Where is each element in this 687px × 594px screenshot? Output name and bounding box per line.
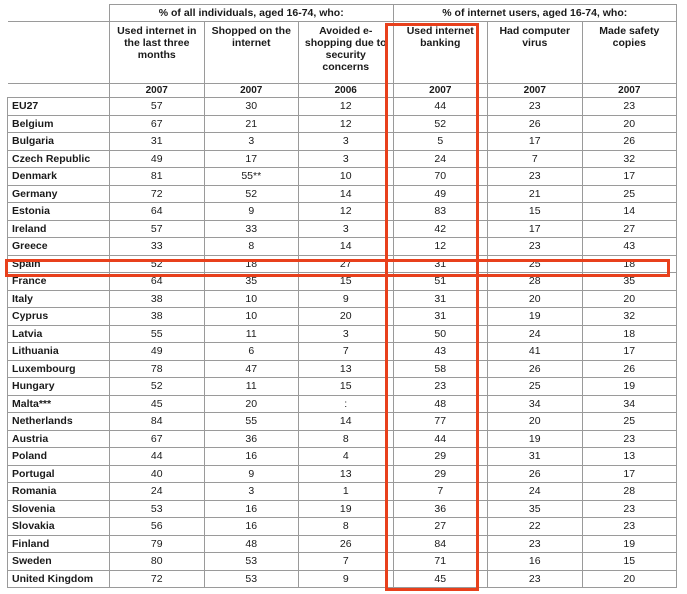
value-cell: 52 <box>110 255 205 273</box>
value-cell: 20 <box>299 308 394 326</box>
value-cell: 27 <box>299 255 394 273</box>
value-cell: 32 <box>582 150 677 168</box>
value-cell: 12 <box>393 238 488 256</box>
value-cell: 40 <box>110 465 205 483</box>
value-cell: 9 <box>299 570 394 588</box>
value-cell: 17 <box>488 133 583 151</box>
value-cell: 67 <box>110 115 205 133</box>
value-cell: 51 <box>393 273 488 291</box>
value-cell: 84 <box>110 413 205 431</box>
table-row <box>8 395 677 413</box>
value-cell: 30 <box>204 98 299 116</box>
value-cell: 26 <box>488 360 583 378</box>
value-cell: 8 <box>204 238 299 256</box>
value-cell: 28 <box>582 483 677 501</box>
value-cell: 4 <box>299 448 394 466</box>
value-cell: 34 <box>488 395 583 413</box>
country-cell: Sweden <box>8 553 110 571</box>
value-cell: 18 <box>582 325 677 343</box>
table-row <box>8 308 677 326</box>
value-cell: 23 <box>582 518 677 536</box>
year-header: 2007 <box>393 84 488 98</box>
value-cell: 38 <box>110 308 205 326</box>
value-cell: 36 <box>204 430 299 448</box>
value-cell: : <box>299 395 394 413</box>
value-cell: 20 <box>488 413 583 431</box>
value-cell: 50 <box>393 325 488 343</box>
value-cell: 72 <box>110 570 205 588</box>
country-cell: Czech Republic <box>8 150 110 168</box>
value-cell: 18 <box>582 255 677 273</box>
value-cell: 15 <box>299 273 394 291</box>
table-row <box>8 220 677 238</box>
value-cell: 26 <box>488 115 583 133</box>
value-cell: 16 <box>204 500 299 518</box>
value-cell: 45 <box>393 570 488 588</box>
year-header: 2007 <box>204 84 299 98</box>
year-header: 2006 <box>299 84 394 98</box>
value-cell: 26 <box>488 465 583 483</box>
value-cell: 35 <box>582 273 677 291</box>
corner-cell-3 <box>8 84 110 98</box>
table-row <box>8 203 677 221</box>
value-cell: 23 <box>393 378 488 396</box>
value-cell: 26 <box>582 133 677 151</box>
value-cell: 3 <box>299 133 394 151</box>
country-cell: Ireland <box>8 220 110 238</box>
value-cell: 12 <box>299 98 394 116</box>
value-cell: 23 <box>488 238 583 256</box>
value-cell: 17 <box>204 150 299 168</box>
table-row <box>8 430 677 448</box>
group-header-all-individuals: % of all individuals, aged 16-74, who: <box>110 5 394 22</box>
value-cell: 13 <box>582 448 677 466</box>
table-row <box>8 570 677 588</box>
value-cell: 31 <box>393 255 488 273</box>
value-cell: 35 <box>204 273 299 291</box>
value-cell: 3 <box>299 220 394 238</box>
value-cell: 42 <box>393 220 488 238</box>
value-cell: 22 <box>488 518 583 536</box>
table-row <box>8 133 677 151</box>
value-cell: 55 <box>110 325 205 343</box>
value-cell: 20 <box>582 290 677 308</box>
table-row <box>8 448 677 466</box>
value-cell: 10 <box>204 308 299 326</box>
value-cell: 41 <box>488 343 583 361</box>
value-cell: 18 <box>204 255 299 273</box>
value-cell: 14 <box>299 185 394 203</box>
value-cell: 55** <box>204 168 299 186</box>
table-row <box>8 518 677 536</box>
country-cell: Estonia <box>8 203 110 221</box>
table-row <box>8 378 677 396</box>
value-cell: 31 <box>110 133 205 151</box>
country-cell: Poland <box>8 448 110 466</box>
group-header-internet-users: % of internet users, aged 16-74, who: <box>393 5 677 22</box>
value-cell: 24 <box>393 150 488 168</box>
value-cell: 6 <box>204 343 299 361</box>
country-cell: Latvia <box>8 325 110 343</box>
value-cell: 11 <box>204 378 299 396</box>
column-header: Had computer virus <box>488 22 583 84</box>
value-cell: 25 <box>488 255 583 273</box>
value-cell: 17 <box>582 168 677 186</box>
value-cell: 23 <box>582 98 677 116</box>
table-row <box>8 150 677 168</box>
value-cell: 71 <box>393 553 488 571</box>
country-cell: Spain <box>8 255 110 273</box>
value-cell: 13 <box>299 465 394 483</box>
country-cell: Luxembourg <box>8 360 110 378</box>
value-cell: 20 <box>488 290 583 308</box>
column-header: Made safety copies <box>582 22 677 84</box>
value-cell: 7 <box>393 483 488 501</box>
value-cell: 44 <box>393 98 488 116</box>
country-cell: Germany <box>8 185 110 203</box>
table-body <box>8 98 677 588</box>
value-cell: 14 <box>299 238 394 256</box>
value-cell: 10 <box>299 168 394 186</box>
value-cell: 77 <box>393 413 488 431</box>
value-cell: 35 <box>488 500 583 518</box>
value-cell: 43 <box>582 238 677 256</box>
value-cell: 19 <box>582 535 677 553</box>
value-cell: 43 <box>393 343 488 361</box>
statistics-table <box>7 4 677 588</box>
value-cell: 31 <box>393 290 488 308</box>
value-cell: 19 <box>488 308 583 326</box>
value-cell: 14 <box>299 413 394 431</box>
table-row <box>8 238 677 256</box>
value-cell: 14 <box>582 203 677 221</box>
country-cell: Finland <box>8 535 110 553</box>
table-row <box>8 553 677 571</box>
value-cell: 56 <box>110 518 205 536</box>
value-cell: 31 <box>393 308 488 326</box>
table-row <box>8 360 677 378</box>
value-cell: 23 <box>488 535 583 553</box>
country-cell: Netherlands <box>8 413 110 431</box>
year-header: 2007 <box>110 84 205 98</box>
value-cell: 19 <box>299 500 394 518</box>
value-cell: 7 <box>488 150 583 168</box>
value-cell: 26 <box>299 535 394 553</box>
value-cell: 80 <box>110 553 205 571</box>
value-cell: 44 <box>110 448 205 466</box>
value-cell: 27 <box>582 220 677 238</box>
value-cell: 21 <box>204 115 299 133</box>
value-cell: 12 <box>299 203 394 221</box>
value-cell: 12 <box>299 115 394 133</box>
value-cell: 47 <box>204 360 299 378</box>
country-cell: EU27 <box>8 98 110 116</box>
value-cell: 48 <box>204 535 299 553</box>
value-cell: 3 <box>204 483 299 501</box>
value-cell: 16 <box>488 553 583 571</box>
country-cell: Denmark <box>8 168 110 186</box>
value-cell: 55 <box>204 413 299 431</box>
value-cell: 67 <box>110 430 205 448</box>
value-cell: 78 <box>110 360 205 378</box>
value-cell: 8 <box>299 518 394 536</box>
value-cell: 83 <box>393 203 488 221</box>
value-cell: 9 <box>299 290 394 308</box>
value-cell: 15 <box>488 203 583 221</box>
value-cell: 10 <box>204 290 299 308</box>
value-cell: 19 <box>488 430 583 448</box>
value-cell: 24 <box>488 325 583 343</box>
value-cell: 52 <box>204 185 299 203</box>
value-cell: 25 <box>582 185 677 203</box>
value-cell: 53 <box>204 553 299 571</box>
value-cell: 21 <box>488 185 583 203</box>
value-cell: 20 <box>582 570 677 588</box>
value-cell: 72 <box>110 185 205 203</box>
country-cell: Belgium <box>8 115 110 133</box>
column-header: Used internet banking <box>393 22 488 84</box>
corner-cell-2 <box>8 22 110 84</box>
country-cell: Austria <box>8 430 110 448</box>
table-row <box>8 168 677 186</box>
country-cell: Cyprus <box>8 308 110 326</box>
value-cell: 38 <box>110 290 205 308</box>
value-cell: 7 <box>299 343 394 361</box>
value-cell: 13 <box>299 360 394 378</box>
value-cell: 5 <box>393 133 488 151</box>
value-cell: 26 <box>582 360 677 378</box>
value-cell: 11 <box>204 325 299 343</box>
value-cell: 25 <box>582 413 677 431</box>
table-row <box>8 483 677 501</box>
value-cell: 23 <box>582 430 677 448</box>
value-cell: 15 <box>299 378 394 396</box>
value-cell: 9 <box>204 465 299 483</box>
value-cell: 3 <box>299 150 394 168</box>
country-cell: Hungary <box>8 378 110 396</box>
year-header: 2007 <box>582 84 677 98</box>
country-cell: Lithuania <box>8 343 110 361</box>
value-cell: 49 <box>110 343 205 361</box>
year-header: 2007 <box>488 84 583 98</box>
value-cell: 44 <box>393 430 488 448</box>
value-cell: 57 <box>110 98 205 116</box>
value-cell: 52 <box>110 378 205 396</box>
country-cell: Malta*** <box>8 395 110 413</box>
value-cell: 29 <box>393 465 488 483</box>
value-cell: 17 <box>582 343 677 361</box>
value-cell: 17 <box>488 220 583 238</box>
country-cell: Romania <box>8 483 110 501</box>
value-cell: 24 <box>110 483 205 501</box>
country-cell: United Kingdom <box>8 570 110 588</box>
value-cell: 8 <box>299 430 394 448</box>
value-cell: 48 <box>393 395 488 413</box>
country-cell: Slovakia <box>8 518 110 536</box>
country-cell: Bulgaria <box>8 133 110 151</box>
value-cell: 29 <box>393 448 488 466</box>
value-cell: 64 <box>110 273 205 291</box>
value-cell: 25 <box>488 378 583 396</box>
value-cell: 57 <box>110 220 205 238</box>
value-cell: 70 <box>393 168 488 186</box>
table-row <box>8 343 677 361</box>
value-cell: 53 <box>204 570 299 588</box>
table-row <box>8 325 677 343</box>
column-header: Shopped on the internet <box>204 22 299 84</box>
column-header: Avoided e-shopping due to security concerns <box>299 22 394 84</box>
value-cell: 23 <box>488 98 583 116</box>
value-cell: 9 <box>204 203 299 221</box>
value-cell: 23 <box>488 168 583 186</box>
value-cell: 81 <box>110 168 205 186</box>
value-cell: 49 <box>393 185 488 203</box>
value-cell: 17 <box>582 465 677 483</box>
value-cell: 15 <box>582 553 677 571</box>
value-cell: 27 <box>393 518 488 536</box>
value-cell: 45 <box>110 395 205 413</box>
value-cell: 24 <box>488 483 583 501</box>
table-row <box>8 290 677 308</box>
value-cell: 1 <box>299 483 394 501</box>
table-row <box>8 535 677 553</box>
table-row <box>8 255 677 273</box>
value-cell: 33 <box>110 238 205 256</box>
country-cell: Greece <box>8 238 110 256</box>
value-cell: 58 <box>393 360 488 378</box>
value-cell: 28 <box>488 273 583 291</box>
value-cell: 20 <box>204 395 299 413</box>
value-cell: 3 <box>299 325 394 343</box>
value-cell: 79 <box>110 535 205 553</box>
table-row <box>8 98 677 116</box>
table-row <box>8 273 677 291</box>
value-cell: 49 <box>110 150 205 168</box>
table-row <box>8 465 677 483</box>
value-cell: 53 <box>110 500 205 518</box>
value-cell: 7 <box>299 553 394 571</box>
value-cell: 23 <box>582 500 677 518</box>
value-cell: 52 <box>393 115 488 133</box>
country-cell: Portugal <box>8 465 110 483</box>
value-cell: 23 <box>488 570 583 588</box>
corner-cell <box>8 5 110 22</box>
value-cell: 84 <box>393 535 488 553</box>
value-cell: 36 <box>393 500 488 518</box>
value-cell: 31 <box>488 448 583 466</box>
country-cell: Italy <box>8 290 110 308</box>
table-row <box>8 500 677 518</box>
value-cell: 64 <box>110 203 205 221</box>
value-cell: 32 <box>582 308 677 326</box>
value-cell: 34 <box>582 395 677 413</box>
value-cell: 33 <box>204 220 299 238</box>
value-cell: 20 <box>582 115 677 133</box>
table-row <box>8 413 677 431</box>
column-header: Used internet in the last three months <box>110 22 205 84</box>
table-row <box>8 185 677 203</box>
value-cell: 3 <box>204 133 299 151</box>
country-cell: France <box>8 273 110 291</box>
country-cell: Slovenia <box>8 500 110 518</box>
value-cell: 19 <box>582 378 677 396</box>
value-cell: 16 <box>204 448 299 466</box>
table-row <box>8 115 677 133</box>
value-cell: 16 <box>204 518 299 536</box>
